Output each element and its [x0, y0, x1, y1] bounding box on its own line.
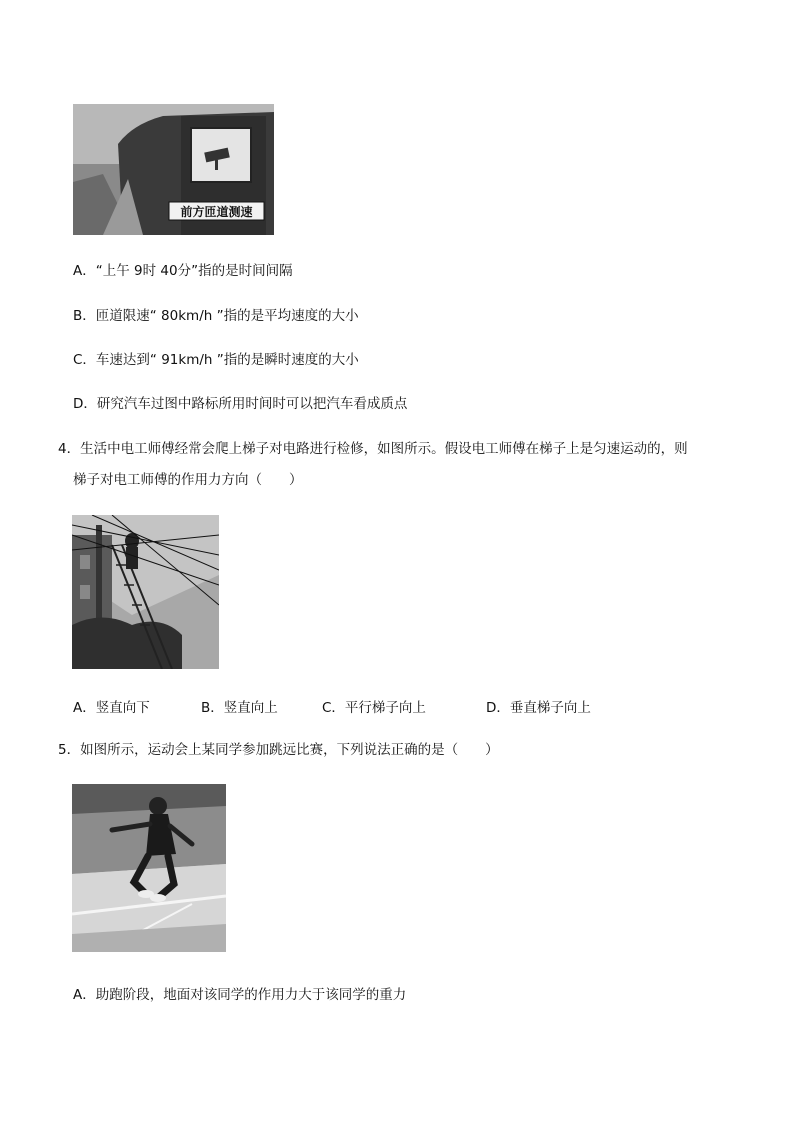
electrician-ladder-photo [72, 515, 219, 669]
q4-option-c: C．平行梯子向上 [322, 700, 426, 716]
q5-stem: 5．如图所示，运动会上某同学参加跳远比赛，下列说法正确的是（ ） [58, 742, 499, 758]
q3-option-c: C．车速达到“ 91km/h ”指的是瞬时速度的大小 [73, 352, 359, 368]
q3-option-a: A．“上午 9时 40分”指的是时间间隔 [73, 263, 293, 279]
q3-option-b: B．匝道限速“ 80km/h ”指的是平均速度的大小 [73, 308, 359, 324]
long-jump-photo [72, 784, 226, 952]
q4-option-b: B．竖直向上 [201, 700, 278, 716]
q3-option-d: D．研究汽车过图中路标所用时间时可以把汽车看成质点 [73, 396, 408, 412]
q5-option-a: A．助跑阶段，地面对该同学的作用力大于该同学的重力 [73, 987, 407, 1003]
road-sign-photo [73, 104, 274, 235]
q4-option-d: D．垂直梯子向上 [486, 700, 591, 716]
q4-option-a: A．竖直向下 [73, 700, 150, 716]
road-sign-text: 前方匝道测速 [180, 205, 253, 219]
q4-stem-line2: 梯子对电工师傅的作用力方向（ ） [73, 472, 303, 488]
q4-stem-line1: 4．生活中电工师傅经常会爬上梯子对电路进行检修，如图所示。假设电工师傅在梯子上是匀速运动的，则 [58, 441, 688, 457]
